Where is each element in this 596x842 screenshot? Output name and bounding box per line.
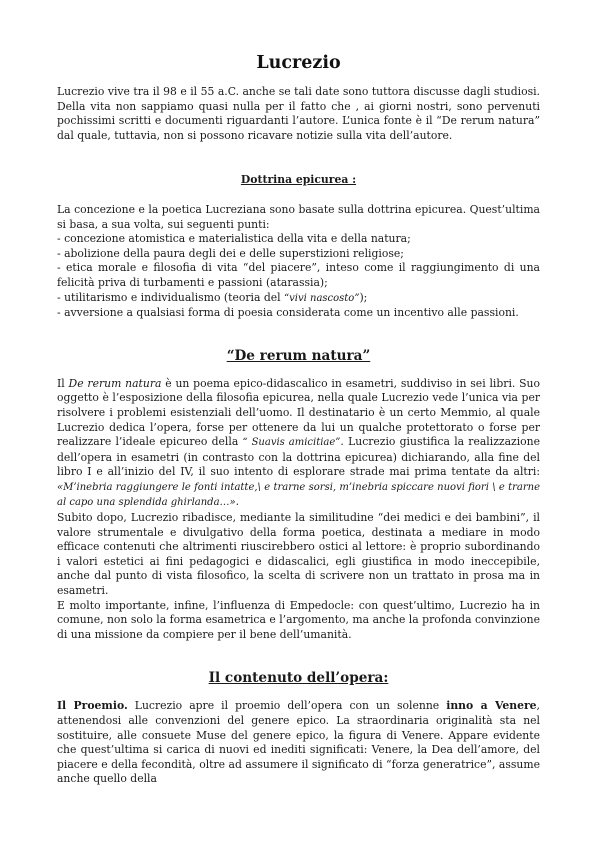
proemio-bold: inno a Venere bbox=[446, 699, 537, 713]
proemio-label: Il Proemio. bbox=[57, 699, 128, 713]
document-content bbox=[57, 52, 540, 787]
drn-text: . Lucrezio giustifica la realizzazione dell’opera in esametri (in contrasto con la dottrina epicurea) dichiarando, alla fine del libro I e all’inizio del IV, il suo intento di esplorare strade mai prima tentate da altri: bbox=[57, 435, 540, 479]
dottrina-intro: La concezione e la poetica Lucreziana sono basate sulla dottrina epicurea. Quest’ultima si basa, a sua volta, sui seguenti punti: bbox=[57, 202, 540, 231]
page-title: Lucrezio bbox=[256, 53, 341, 73]
drn-paragraph-2: Subito dopo, Lucrezio ribadisce, mediante la similitudine “dei medici e dei bambini”, il valore strumentale e divulgativo della forma poetica, destinata a mediare in modo efficace contenuti che altrimenti riuscirebbero ostici al lettore: è proprio subordinando i valori estetici ai fini pedagogici e didascalici, egli giustifica in modo ineccepibile, anche dal punto di vista filosofico, la scelta di scrivere non un trattato in prosa ma in esametri. bbox=[57, 511, 540, 598]
dottrina-point: - avversione a qualsiasi forma di poesia considerata come un incentivo alle passioni. bbox=[57, 306, 519, 320]
section-heading-de-rerum-natura bbox=[57, 347, 540, 365]
dottrina-point: - etica morale e filosofia di vita “del piacere”, inteso come il raggiungimento di una felicità priva di turbamenti e passioni (atarassia); bbox=[57, 261, 540, 289]
dottrina-point bbox=[57, 291, 540, 307]
drn-text: è un poema epico-didascalico in esametri, suddiviso in sei libri. Suo oggetto è l’esposizione della filosofia epicurea, nella quale Lucrezio vede l’unica via per risolvere i problemi esistenziali dell’uomo. Il destinatario è un certo Memmio, al quale Lucrezio dedica l’opera, forse per ottenere da lui un qualche protettorato o forse per realizzare l’ideale epicureo della bbox=[57, 376, 540, 449]
proemio-text: , attenendosi alle convenzioni del genere epico. La straordinaria originalità sta nel sostituire, alle consuete Muse del genere epico, la figura di Venere. Appare evidente che quest’ultima si carica di nuovi ed inediti significati: Venere, la Dea dell’amore, del piacere e della fecondità, oltre ad assumere il significato di “forza generatrice”, assume anche quello della bbox=[57, 699, 540, 786]
dottrina-point: - concezione atomistica e materialistica della vita e della natura; bbox=[57, 232, 411, 246]
drn-text: Il bbox=[57, 376, 69, 390]
intro-paragraph: Lucrezio vive tra il 98 e il 55 a.C. anche se tali date sono tuttora discusse dagli studiosi. Della vita non sappiamo quasi nulla per il fatto che , ai giorni nostri, sono pervenuti pochissimi scritti e documenti riguardanti l’autore. L’unica fonte è il “De rerum natura” dal quale, tuttavia, non si possono ricavare notizie sulla vita dell’autore. bbox=[57, 85, 540, 142]
proemio-paragraph bbox=[57, 699, 540, 787]
drn-paragraph-1 bbox=[57, 377, 540, 511]
dottrina-point-text: - utilitarismo e individualismo (teoria del bbox=[57, 290, 285, 304]
drn-text: . bbox=[235, 495, 240, 509]
dottrina-point-italic: “vivi nascosto” bbox=[284, 292, 360, 304]
proemio-text: Lucrezio apre il proemio dell’opera con un solenne bbox=[127, 699, 447, 713]
section-heading-text: Il contenuto dell’opera: bbox=[208, 670, 389, 687]
dottrina-point-text: ); bbox=[359, 290, 368, 304]
section-heading-contenuto bbox=[57, 669, 540, 687]
dottrina-point: - abolizione della paura degli dei e delle superstizioni religiose; bbox=[57, 246, 404, 260]
drn-paragraph-3: E molto importante, infine, l’influenza di Empedocle: con quest’ultimo, Lucrezio ha in comune, non solo la forma esametrica e l’argomento, ma anche la profonda convinzione di una missione da compiere per il bene dell’umanità. bbox=[57, 598, 540, 641]
drn-title-italic: De rerum natura bbox=[68, 376, 162, 390]
section-heading-text: “De rerum natura” bbox=[226, 347, 371, 364]
section-heading-dottrina: Dottrina epicurea : bbox=[240, 173, 357, 187]
drn-quote: «M’inebria raggiungere le fonti intatte,\ e trarne sorsi, m’inebria spiccare nuovi fiori \ e trarne al capo una splendida ghirlanda…» bbox=[57, 481, 540, 509]
drn-italic-phrase: “ Suavis amicitiae” bbox=[242, 437, 341, 449]
